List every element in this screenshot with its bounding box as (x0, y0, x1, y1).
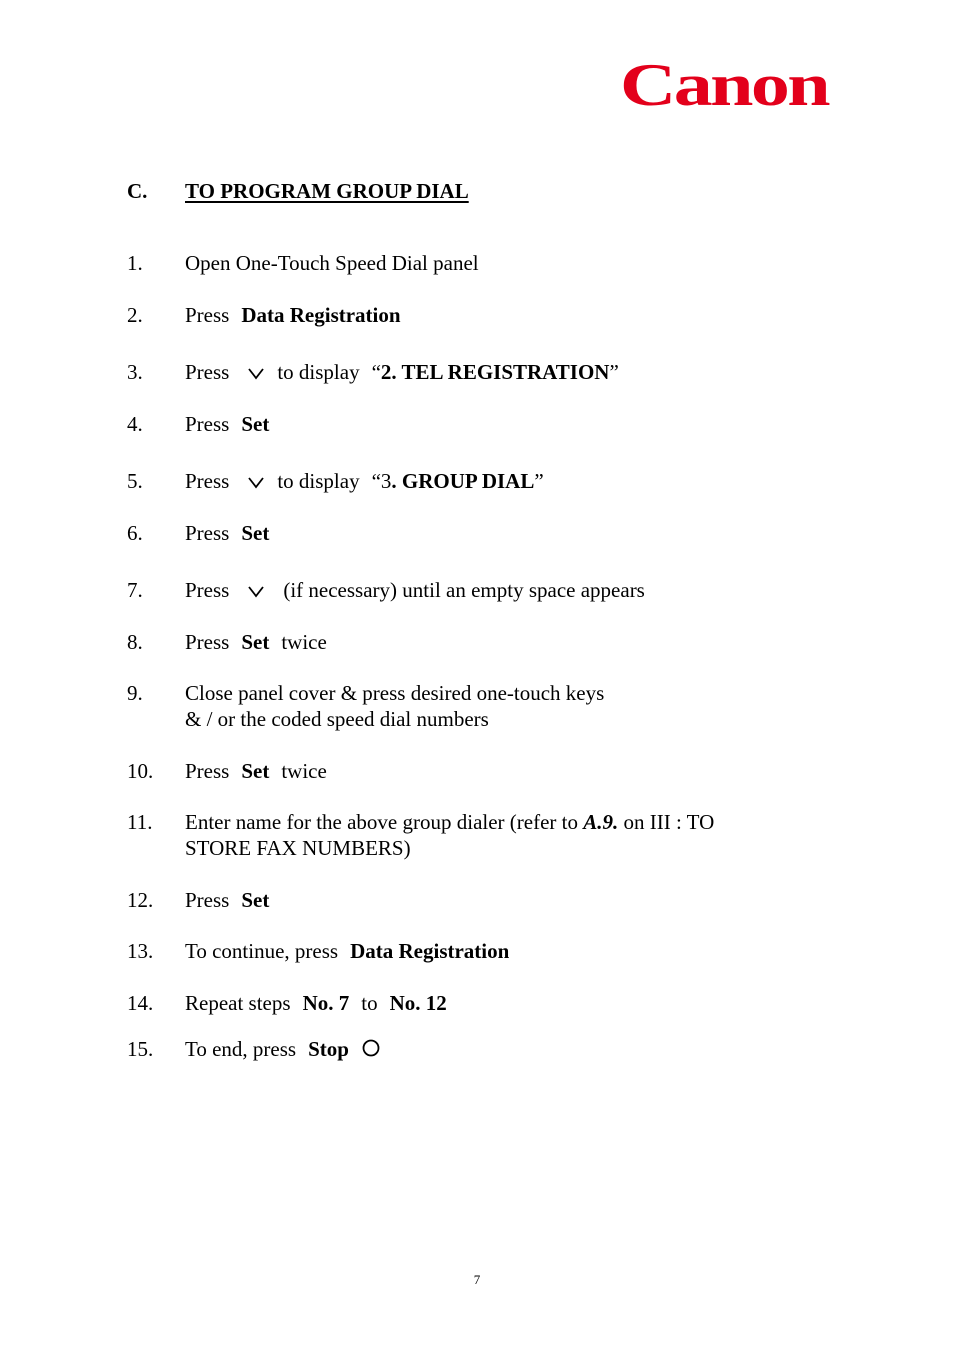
step-number: 7. (127, 578, 143, 602)
step-number: 3. (127, 360, 143, 384)
chevron-down-icon (247, 584, 265, 598)
reference: A.9. (583, 810, 619, 834)
step-text: (if necessary) until an empty space appears (283, 578, 645, 602)
step-number: 6. (127, 521, 143, 545)
key-name: Set (241, 759, 270, 783)
chevron-down-icon (247, 366, 265, 380)
step-reference: No. 12 (389, 991, 447, 1015)
step-number: 1. (127, 251, 143, 275)
chevron-down-icon (247, 475, 265, 489)
quote-close: ” (534, 469, 544, 493)
step-number: 8. (127, 630, 143, 654)
step-number: 11. (127, 810, 153, 834)
step-text: Press (185, 412, 230, 436)
step-text: Press (185, 578, 230, 602)
step-number: 13. (127, 939, 154, 963)
key-name: Stop (308, 1037, 349, 1061)
step-text-continued: STORE FAX NUMBERS) (185, 836, 411, 860)
step-reference: No. 7 (302, 991, 350, 1015)
step-text-continued: & / or the coded speed dial numbers (185, 707, 489, 731)
step-number: 12. (127, 888, 154, 912)
step-text: To end, press (185, 1037, 297, 1061)
section-title: TO PROGRAM GROUP DIAL (185, 179, 469, 203)
step-number: 9. (127, 681, 143, 705)
step-text: to (361, 991, 378, 1015)
step-text: twice (281, 759, 327, 783)
step-text: Press (185, 521, 230, 545)
page-number: 7 (473, 1272, 481, 1287)
step-text: to display (277, 469, 360, 493)
quote-close: ” (609, 360, 619, 384)
key-name: Data Registration (350, 939, 510, 963)
step-number: 5. (127, 469, 143, 493)
step-text: Press (185, 630, 230, 654)
step-text: twice (281, 630, 327, 654)
step-text: to display (277, 360, 360, 384)
section-letter: C. (127, 179, 148, 203)
key-name: Set (241, 521, 270, 545)
stop-circle-icon (361, 1038, 381, 1058)
step-text: Enter name for the above group dialer (refer to (185, 810, 578, 834)
key-name: Set (241, 630, 270, 654)
step-number: 10. (127, 759, 154, 783)
section-heading (127, 179, 469, 204)
key-name: Set (241, 412, 270, 436)
step-text: Press (185, 469, 230, 493)
step-number: 15. (127, 1037, 154, 1061)
key-name: Set (241, 888, 270, 912)
step-text: Press (185, 888, 230, 912)
step-text: To continue, press (185, 939, 339, 963)
step-text: Repeat steps (185, 991, 291, 1015)
step-number: 4. (127, 412, 143, 436)
step-text: Open One-Touch Speed Dial panel (185, 251, 479, 275)
quote-open: “ (371, 360, 381, 384)
step-text: on III : TO (623, 810, 715, 834)
quote-open: “3 (371, 469, 392, 493)
key-name: Data Registration (241, 303, 401, 327)
svg-text:Canon: Canon (620, 58, 830, 114)
display-text: . GROUP DIAL (391, 469, 535, 493)
step-number: 2. (127, 303, 143, 327)
canon-logo (620, 58, 830, 114)
step-text: Press (185, 759, 230, 783)
step-text: Press (185, 360, 230, 384)
display-text: 2. TEL REGISTRATION (380, 360, 610, 384)
step-number: 14. (127, 991, 154, 1015)
step-text: Press (185, 303, 230, 327)
step-text: Close panel cover & press desired one-touch keys (185, 681, 605, 705)
